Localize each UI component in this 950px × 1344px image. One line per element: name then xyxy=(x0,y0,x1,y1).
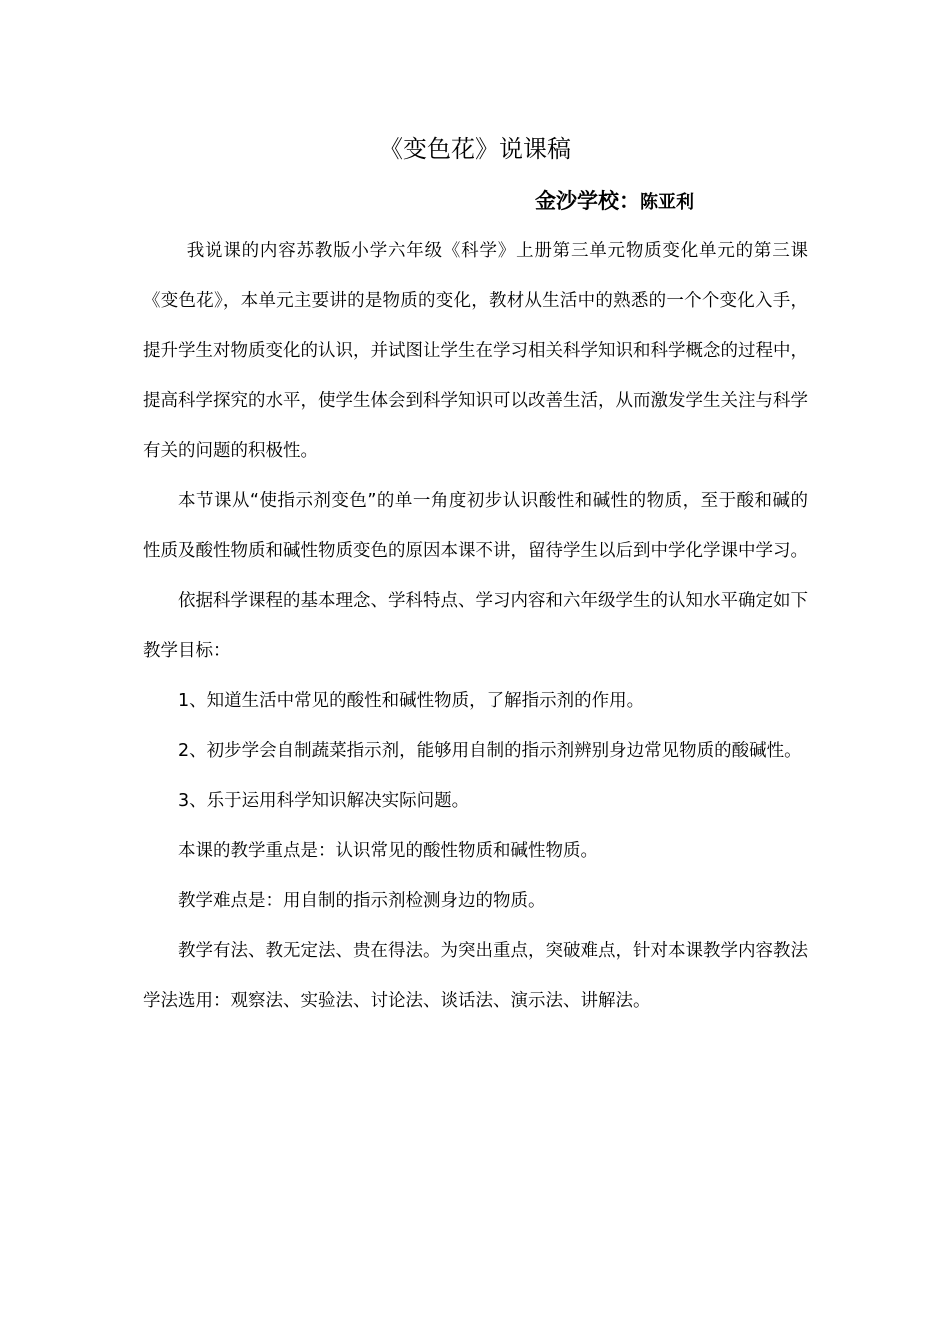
document-body xyxy=(143,226,808,1026)
author-name: 陈亚利 xyxy=(640,192,694,213)
author-school: 金沙学校： xyxy=(535,189,640,213)
paragraph-intro: 我说课的内容苏教版小学六年级《科学》上册第三单元物质变化单元的第三课《变色花》，本单元主要讲的是物质的变化，教材从生活中的熟悉的一个个变化入手，提升学生对物质变化的认识，并试图让学生在学习相关科学知识和科学概念的过程中，提高科学探究的水平，使学生体会到科学知识可以改善生活，从而激发学生关注与科学有关的问题的积极性。 xyxy=(143,241,808,461)
paragraph-scope: 本节课从“使指示剂变色”的单一角度初步认识酸性和碱性的物质，至于酸和碱的性质及酸性物质和碱性物质变色的原因本课不讲，留待学生以后到中学化学课中学习。 xyxy=(143,491,808,561)
paragraph-objective-1: 1、知道生活中常见的酸性和碱性物质，了解指示剂的作用。 xyxy=(178,691,645,711)
paragraph-key-point: 本课的教学重点是：认识常见的酸性物质和碱性物质。 xyxy=(178,841,598,861)
paragraph-objectives-intro: 依据科学课程的基本理念、学科特点、学习内容和六年级学生的认知水平确定如下教学目标： xyxy=(143,591,808,661)
paragraph-objective-3: 3、乐于运用科学知识解决实际问题。 xyxy=(178,791,470,811)
author-line xyxy=(535,186,694,218)
paragraph-difficulty: 教学难点是：用自制的指示剂检测身边的物质。 xyxy=(178,891,546,911)
paragraph-methods: 教学有法、教无定法、贵在得法。为突出重点，突破难点，针对本课教学内容教法学法选用：观察法、实验法、讨论法、谈话法、演示法、讲解法。 xyxy=(143,941,808,1011)
document-title: 《变色花》说课稿 xyxy=(379,135,571,163)
paragraph-objective-2: 2、初步学会自制蔬菜指示剂，能够用自制的指示剂辨别身边常见物质的酸碱性。 xyxy=(178,741,802,761)
